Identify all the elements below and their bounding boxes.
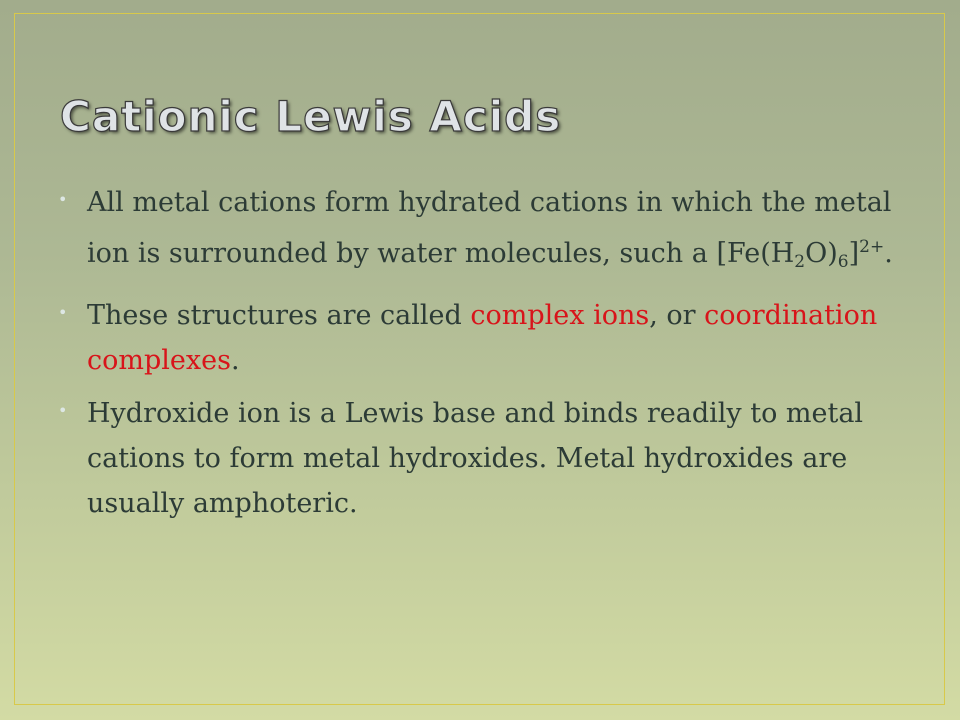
bullet-text: . (884, 238, 893, 269)
bullet-item-hydroxide (55, 391, 905, 526)
highlight-term-complex-ions: complex ions (470, 300, 650, 331)
subscript: 2 (794, 252, 806, 272)
bullet-text: O) (805, 238, 838, 269)
bullet-list (55, 180, 905, 526)
slide-title: Cationic Lewis Acids (60, 92, 562, 141)
subscript: 6 (837, 252, 849, 272)
bullet-text: . (230, 345, 240, 376)
bullet-marker: • (58, 303, 68, 322)
bullet-text: , or (649, 300, 705, 331)
bullet-marker: • (58, 401, 68, 420)
bullet-text: All metal cations form hydrated cations in which the metal ion is surrounded by water molecules, such a [Fe(H (87, 187, 892, 269)
bullet-item-complex-ions (55, 293, 905, 383)
bullet-marker: • (58, 190, 68, 209)
bullet-text: ] (848, 238, 860, 269)
bullet-item-hydrated-cations (55, 180, 905, 285)
bullet-text: These structures are called (87, 300, 471, 331)
bullet-text: Hydroxide ion is a Lewis base and binds readily to metal cations to form metal hydroxides. Metal hydroxides are usually amphoteric. (87, 398, 864, 519)
highlight-term-coordination-complexes: coordination complexes (87, 300, 878, 376)
superscript: 2+ (859, 237, 885, 257)
